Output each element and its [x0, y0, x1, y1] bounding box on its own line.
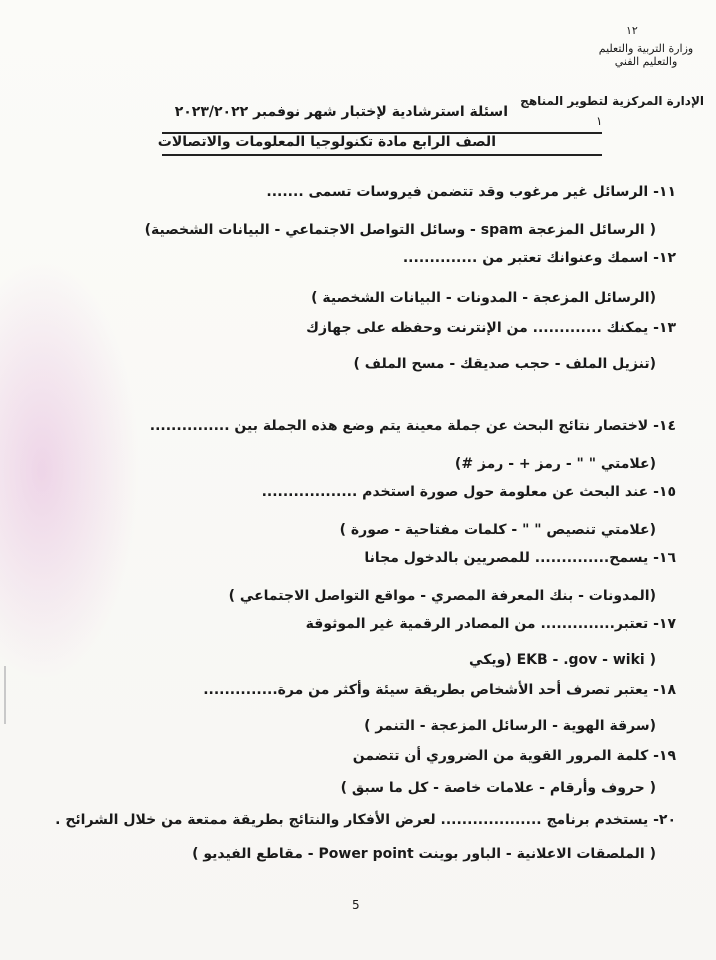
- options-18: (سرقة الهوية - الرسائل المزعجة - التنمر ): [364, 718, 656, 734]
- question-14: ١٤- لاختصار نتائج البحث عن جملة معينة يتم وضع هذه الجملة بين ...............: [149, 418, 676, 434]
- admin-label: الإدارة المركزية لتطوير المناهج: [520, 94, 704, 108]
- question-17: ١٧- تعتبر.............. من المصادر الرقمية غير الموثوقة: [305, 616, 676, 632]
- paper-stain: [0, 260, 140, 680]
- question-16: ١٦- يسمح.............. للمصريين بالدخول مجانا: [364, 550, 676, 566]
- question-19: ١٩- كلمة المرور القوية من الضروري أن تتضمن: [352, 748, 676, 764]
- page-number: 5: [352, 898, 360, 912]
- question-12: ١٢- اسمك وعنوانك تعتبر من ..............: [402, 250, 676, 266]
- options-17: ( EKB - .gov - wiki (ويكي: [469, 652, 656, 668]
- ministry-logo: وزارة التربية والتعليم والتعليم الفني: [598, 42, 694, 68]
- corner-number: ١٢: [626, 24, 638, 37]
- question-20: ٢٠- يستخدم برنامج ................... لعرض الأفكار والنتائج بطريقة ممتعة من خلال الشرائح .: [55, 812, 676, 828]
- options-16: (المدونات - بنك المعرفة المصري - مواقع التواصل الاجتماعي ): [228, 588, 656, 604]
- question-15: ١٥- عند البحث عن معلومة حول صورة استخدم ..................: [261, 484, 676, 500]
- admin-number: ١: [596, 114, 603, 128]
- options-19: ( حروف وأرقام - علامات خاصة - كل ما سبق ): [340, 780, 656, 796]
- exam-title: اسئلة استرشادية لإختبار شهر نوفمبر ٢٠٢٣/٢٠٢٢: [174, 104, 508, 120]
- question-13: ١٣- يمكنك ............. من الإنترنت وحفظه على جهازك: [306, 320, 676, 336]
- subtitle-underline: [162, 154, 602, 156]
- options-12: (الرسائل المزعجة - المدونات - البيانات الشخصية ): [311, 290, 656, 306]
- options-20: ( الملصقات الاعلانية - الباور بوينت Power point - مقاطع الفيديو ): [192, 846, 656, 862]
- options-13: (تنزيل الملف - حجب صديقك - مسح الملف ): [353, 356, 656, 372]
- options-15: (علامتي تنصيص " " - كلمات مفتاحية - صورة ): [339, 522, 656, 538]
- question-18: ١٨- يعتبر تصرف أحد الأشخاص بطريقة سيئة وأكثر من مرة..............: [203, 682, 676, 698]
- question-11: ١١- الرسائل غير مرغوب وقد تتضمن فيروسات تسمى .......: [266, 184, 676, 200]
- scan-mark: [4, 666, 6, 724]
- options-14: (علامتي " " - رمز + - رمز #): [454, 456, 656, 472]
- exam-subtitle: الصف الرابع مادة تكنولوجيا المعلومات والاتصالات: [157, 134, 496, 150]
- options-11: ( الرسائل المزعجة spam - وسائل التواصل الاجتماعي - البيانات الشخصية): [144, 222, 656, 238]
